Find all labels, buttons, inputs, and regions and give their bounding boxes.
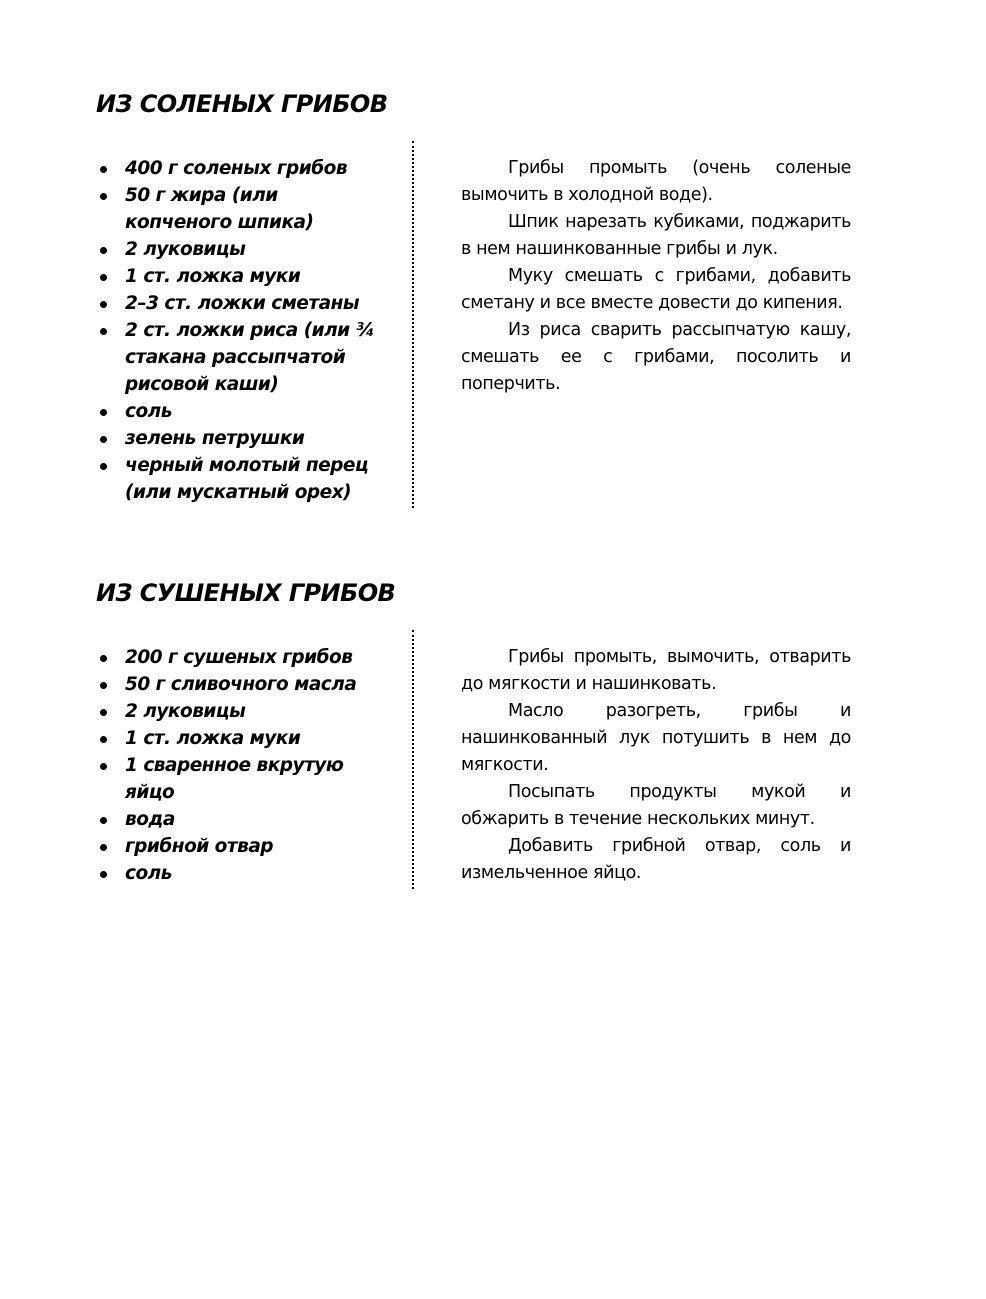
cooking-steps (461, 644, 851, 887)
ingredient-item: 1 ст. ложка муки (96, 725, 386, 752)
step-paragraph: Шпик нарезать кубиками, поджарить в нем нашинкованные грибы и лук. (461, 212, 851, 259)
ingredient-item: соль (96, 398, 386, 425)
step-paragraph: Грибы промыть (очень соленые вымочить в холодной воде). (461, 158, 851, 205)
recipe-dried-mushrooms (96, 578, 856, 887)
recipe-body (96, 644, 856, 887)
ingredient-item: 2 ст. ложки риса (или ¾ стакана рассыпчатой рисовой каши) (96, 317, 386, 398)
ingredient-item: 2 луковицы (96, 698, 386, 725)
ingredient-item: вода (96, 806, 386, 833)
recipe-title: ИЗ СУШЕНЫХ ГРИБОВ (96, 579, 396, 607)
ingredient-item: зелень петрушки (96, 425, 386, 452)
ingredient-list (96, 155, 386, 506)
step-paragraph: Масло разогреть, грибы и нашинкованный лук потушить в нем до мягкости. (461, 701, 851, 775)
step-paragraph: Посыпать продукты мукой и обжарить в течение нескольких минут. (461, 782, 851, 829)
ingredient-item: грибной отвар (96, 833, 386, 860)
ingredient-item: 2–3 ст. ложки сметаны (96, 290, 386, 317)
recipe-title: ИЗ СОЛЕНЫХ ГРИБОВ (96, 90, 388, 118)
ingredient-item: 2 луковицы (96, 236, 386, 263)
ingredient-item: 1 ст. ложка муки (96, 263, 386, 290)
step-paragraph: Муку смешать с грибами, добавить сметану и все вместе довести до кипения. (461, 266, 851, 313)
ingredient-item: черный молотый перец (или мускатный орех) (96, 452, 386, 506)
ingredient-list (96, 644, 386, 887)
recipe-body (96, 155, 856, 506)
step-paragraph: Грибы промыть, вымочить, отварить до мягкости и нашинковать. (461, 647, 851, 694)
ingredient-item: 200 г сушеных грибов (96, 644, 386, 671)
ingredient-item: 400 г соленых грибов (96, 155, 386, 182)
step-paragraph: Из риса сварить рассыпчатую кашу, смешать ее с грибами, посолить и поперчить. (461, 320, 851, 394)
ingredient-item: 1 сваренное вкрутую яйцо (96, 752, 386, 806)
ingredient-item: соль (96, 860, 386, 887)
cooking-steps (461, 155, 851, 398)
ingredient-item: 50 г жира (или копченого шпика) (96, 182, 386, 236)
recipe-salted-mushrooms (96, 89, 856, 506)
dotted-divider (412, 630, 414, 889)
step-paragraph: Добавить грибной отвар, соль и измельченное яйцо. (461, 836, 851, 883)
ingredient-item: 50 г сливочного масла (96, 671, 386, 698)
dotted-divider (412, 141, 414, 508)
